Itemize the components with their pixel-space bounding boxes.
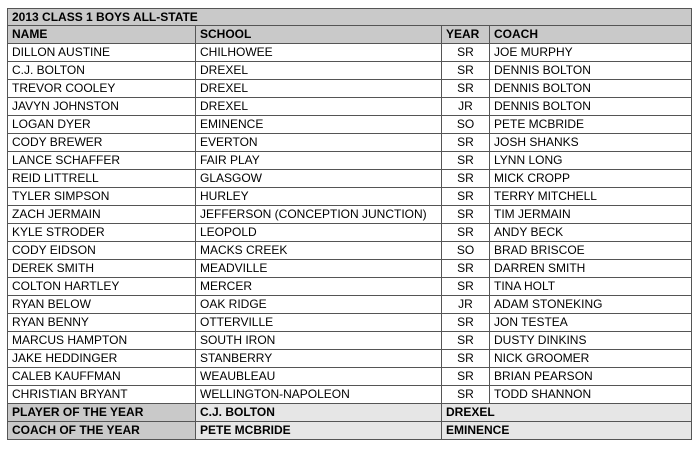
player-name: LOGAN DYER [8,116,196,134]
player-school: GLASGOW [196,170,442,188]
player-year: SO [442,242,490,260]
table-row [8,98,692,116]
player-coach: BRAD BRISCOE [490,242,692,260]
award-row [8,422,692,440]
player-year: SR [442,368,490,386]
award-school: EMINENCE [442,422,692,440]
player-coach: DARREN SMITH [490,260,692,278]
player-name: REID LITTRELL [8,170,196,188]
player-year: SR [442,206,490,224]
column-header-name: NAME [8,26,196,44]
award-person: PETE MCBRIDE [196,422,442,440]
player-name: DEREK SMITH [8,260,196,278]
player-name: LANCE SCHAFFER [8,152,196,170]
award-label: PLAYER OF THE YEAR [8,404,196,422]
player-name: MARCUS HAMPTON [8,332,196,350]
player-school: EMINENCE [196,116,442,134]
player-coach: ANDY BECK [490,224,692,242]
player-year: JR [442,98,490,116]
table-row [8,134,692,152]
player-year: SR [442,152,490,170]
player-school: STANBERRY [196,350,442,368]
player-school: MEADVILLE [196,260,442,278]
player-coach: DENNIS BOLTON [490,98,692,116]
player-school: DREXEL [196,98,442,116]
player-coach: DENNIS BOLTON [490,80,692,98]
player-coach: DUSTY DINKINS [490,332,692,350]
player-coach: TINA HOLT [490,278,692,296]
player-name: RYAN BELOW [8,296,196,314]
table-row [8,188,692,206]
player-year: SR [442,224,490,242]
player-name: RYAN BENNY [8,314,196,332]
player-name: JAVYN JOHNSTON [8,98,196,116]
award-row [8,404,692,422]
player-year: SR [442,278,490,296]
player-school: DREXEL [196,80,442,98]
award-school: DREXEL [442,404,692,422]
column-header-coach: COACH [490,26,692,44]
award-label: COACH OF THE YEAR [8,422,196,440]
player-coach: PETE MCBRIDE [490,116,692,134]
table-title: 2013 CLASS 1 BOYS ALL-STATE [8,9,692,26]
player-school: DREXEL [196,62,442,80]
table-row [8,296,692,314]
player-year: SR [442,134,490,152]
table-row [8,152,692,170]
player-year: SR [442,260,490,278]
player-coach: NICK GROOMER [490,350,692,368]
player-name: C.J. BOLTON [8,62,196,80]
table-row [8,62,692,80]
player-coach: JOE MURPHY [490,44,692,62]
table-row [8,206,692,224]
player-year: SO [442,116,490,134]
player-coach: JON TESTEA [490,314,692,332]
player-name: TYLER SIMPSON [8,188,196,206]
table-row [8,80,692,98]
table-row [8,116,692,134]
player-school: WEAUBLEAU [196,368,442,386]
player-name: KYLE STRODER [8,224,196,242]
player-coach: MICK CROPP [490,170,692,188]
player-year: SR [442,188,490,206]
player-year: SR [442,62,490,80]
table-row [8,242,692,260]
player-name: CHRISTIAN BRYANT [8,386,196,404]
player-coach: DENNIS BOLTON [490,62,692,80]
player-school: SOUTH IRON [196,332,442,350]
player-school: EVERTON [196,134,442,152]
player-name: CALEB KAUFFMAN [8,368,196,386]
player-year: SR [442,350,490,368]
player-year: SR [442,170,490,188]
player-school: WELLINGTON-NAPOLEON [196,386,442,404]
title-row [8,9,692,26]
table-row [8,170,692,188]
player-school: FAIR PLAY [196,152,442,170]
player-name: COLTON HARTLEY [8,278,196,296]
player-year: SR [442,44,490,62]
player-name: TREVOR COOLEY [8,80,196,98]
player-name: ZACH JERMAIN [8,206,196,224]
player-year: SR [442,386,490,404]
table-row [8,260,692,278]
player-school: CHILHOWEE [196,44,442,62]
player-year: SR [442,314,490,332]
table-row [8,278,692,296]
player-name: DILLON AUSTINE [8,44,196,62]
player-school: HURLEY [196,188,442,206]
table-row [8,224,692,242]
all-state-table [7,8,692,440]
player-coach: TERRY MITCHELL [490,188,692,206]
player-coach: LYNN LONG [490,152,692,170]
player-school: OTTERVILLE [196,314,442,332]
table-row [8,368,692,386]
table-row [8,332,692,350]
player-year: JR [442,296,490,314]
player-coach: TIM JERMAIN [490,206,692,224]
table-row [8,314,692,332]
player-school: OAK RIDGE [196,296,442,314]
column-header-year: YEAR [442,26,490,44]
table-row [8,350,692,368]
player-year: SR [442,80,490,98]
column-header-school: SCHOOL [196,26,442,44]
player-name: CODY EIDSON [8,242,196,260]
table-row [8,44,692,62]
player-coach: JOSH SHANKS [490,134,692,152]
award-person: C.J. BOLTON [196,404,442,422]
player-name: JAKE HEDDINGER [8,350,196,368]
player-coach: ADAM STONEKING [490,296,692,314]
player-coach: TODD SHANNON [490,386,692,404]
player-school: MACKS CREEK [196,242,442,260]
player-school: MERCER [196,278,442,296]
player-school: LEOPOLD [196,224,442,242]
player-year: SR [442,332,490,350]
header-row [8,26,692,44]
player-coach: BRIAN PEARSON [490,368,692,386]
player-school: JEFFERSON (CONCEPTION JUNCTION) [196,206,442,224]
player-name: CODY BREWER [8,134,196,152]
table-row [8,386,692,404]
